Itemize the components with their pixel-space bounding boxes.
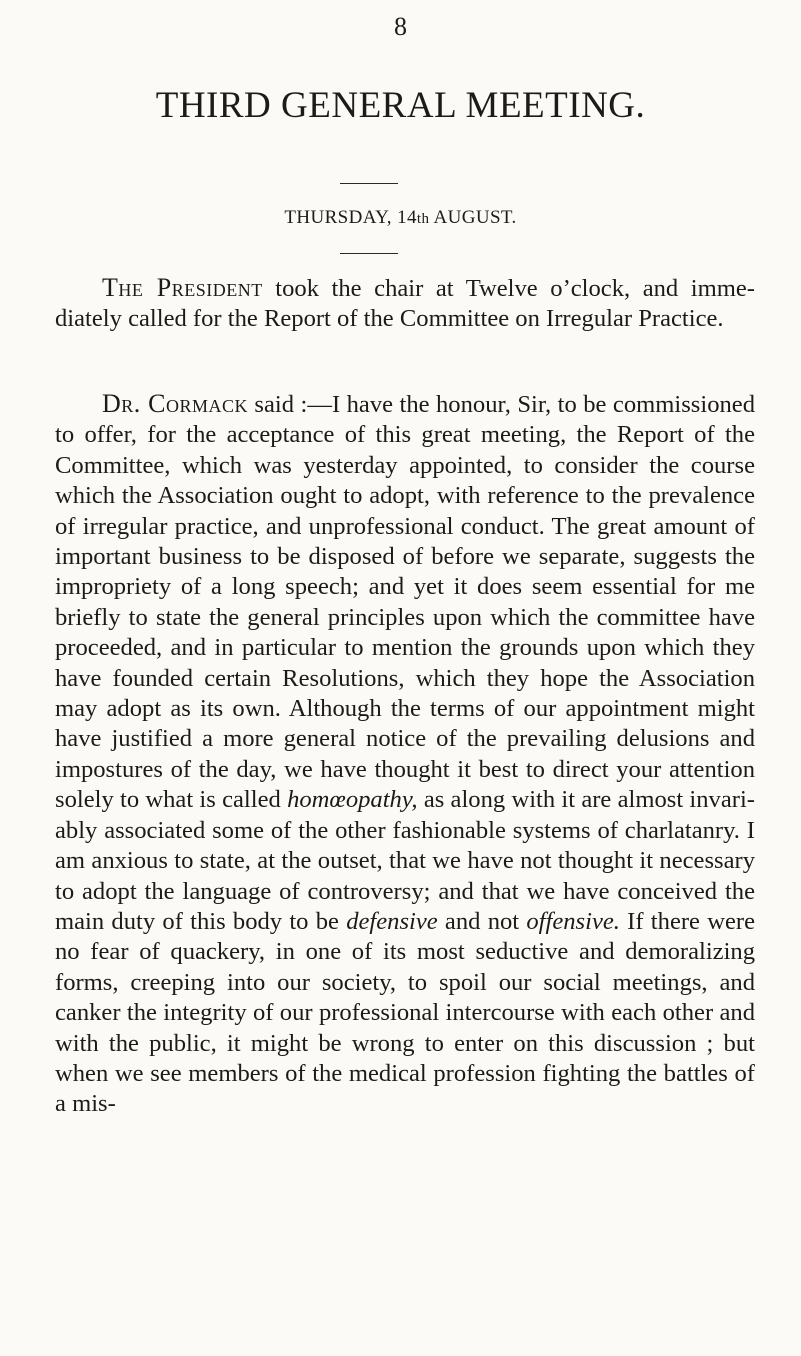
meeting-date-month: AUGUST. <box>429 207 517 228</box>
meeting-date-day: THURSDAY, 14 <box>284 207 417 228</box>
paragraph-president-text: took the chair at Twelve o’clock, and immediately called for the Report of the Committee on Irregular Practice. <box>55 275 755 333</box>
divider-rule-bottom <box>340 253 398 254</box>
emphasis-defensive: defensive <box>346 907 438 935</box>
paragraph-cormack-part4: If there were no fear of quackery, in one of its most seductive and demoralizing forms, creeping into our society, to spoil our social meetings, and canker the integrity of our professional intercourse with each other and with the public, it might be wrong to enter on this discussion ; but when we see members of the medical profession fighting the battles of a mis- <box>55 907 755 1118</box>
paragraph-cormack-part3: and not <box>437 907 527 935</box>
speaker-cormack: Dr. Cormack <box>102 389 248 418</box>
paragraph-president <box>55 273 755 335</box>
page-title: THIRD GENERAL MEETING. <box>155 85 646 126</box>
paragraph-cormack <box>55 389 755 1120</box>
emphasis-homoeopathy: homœopathy, <box>287 786 418 814</box>
divider-rule-top <box>340 183 398 184</box>
paragraph-cormack-part2: as along with it are almost invariably associated some of the other fashionable systems of charlatanry. I am anxious to state, at the outset, that we have not thought it necessary to adopt the language of controversy; and that we have conceived the main duty of this body to be <box>55 786 755 935</box>
meeting-date-ordinal: th <box>416 211 430 227</box>
emphasis-offensive: offensive. <box>526 907 620 935</box>
meeting-date <box>0 207 801 229</box>
speaker-president: The President <box>102 273 263 302</box>
paragraph-cormack-part1: said :—I have the honour, Sir, to be commissioned to offer, for the acceptance of this great meeting, the Report of the Committee, which was yesterday appointed, to consider the course which the Association ought to adopt, with reference to the prevalence of irregular practice, and unprofessional conduct. The great amount of important business to be disposed of before we separate, suggests the impropriety of a long speech; and yet it does seem essential for me briefly to state the general principles upon which the committee have proceeded, and in particular to mention the grounds upon which they have founded certain Resolutions, which they hope the Association may adopt as its own. Although the terms of our appointment might have justified a more general notice of the prevailing delusions and impostures of the day, we have thought it best to direct your attention solely to what is called <box>55 391 756 814</box>
page-number: 8 <box>394 12 407 41</box>
